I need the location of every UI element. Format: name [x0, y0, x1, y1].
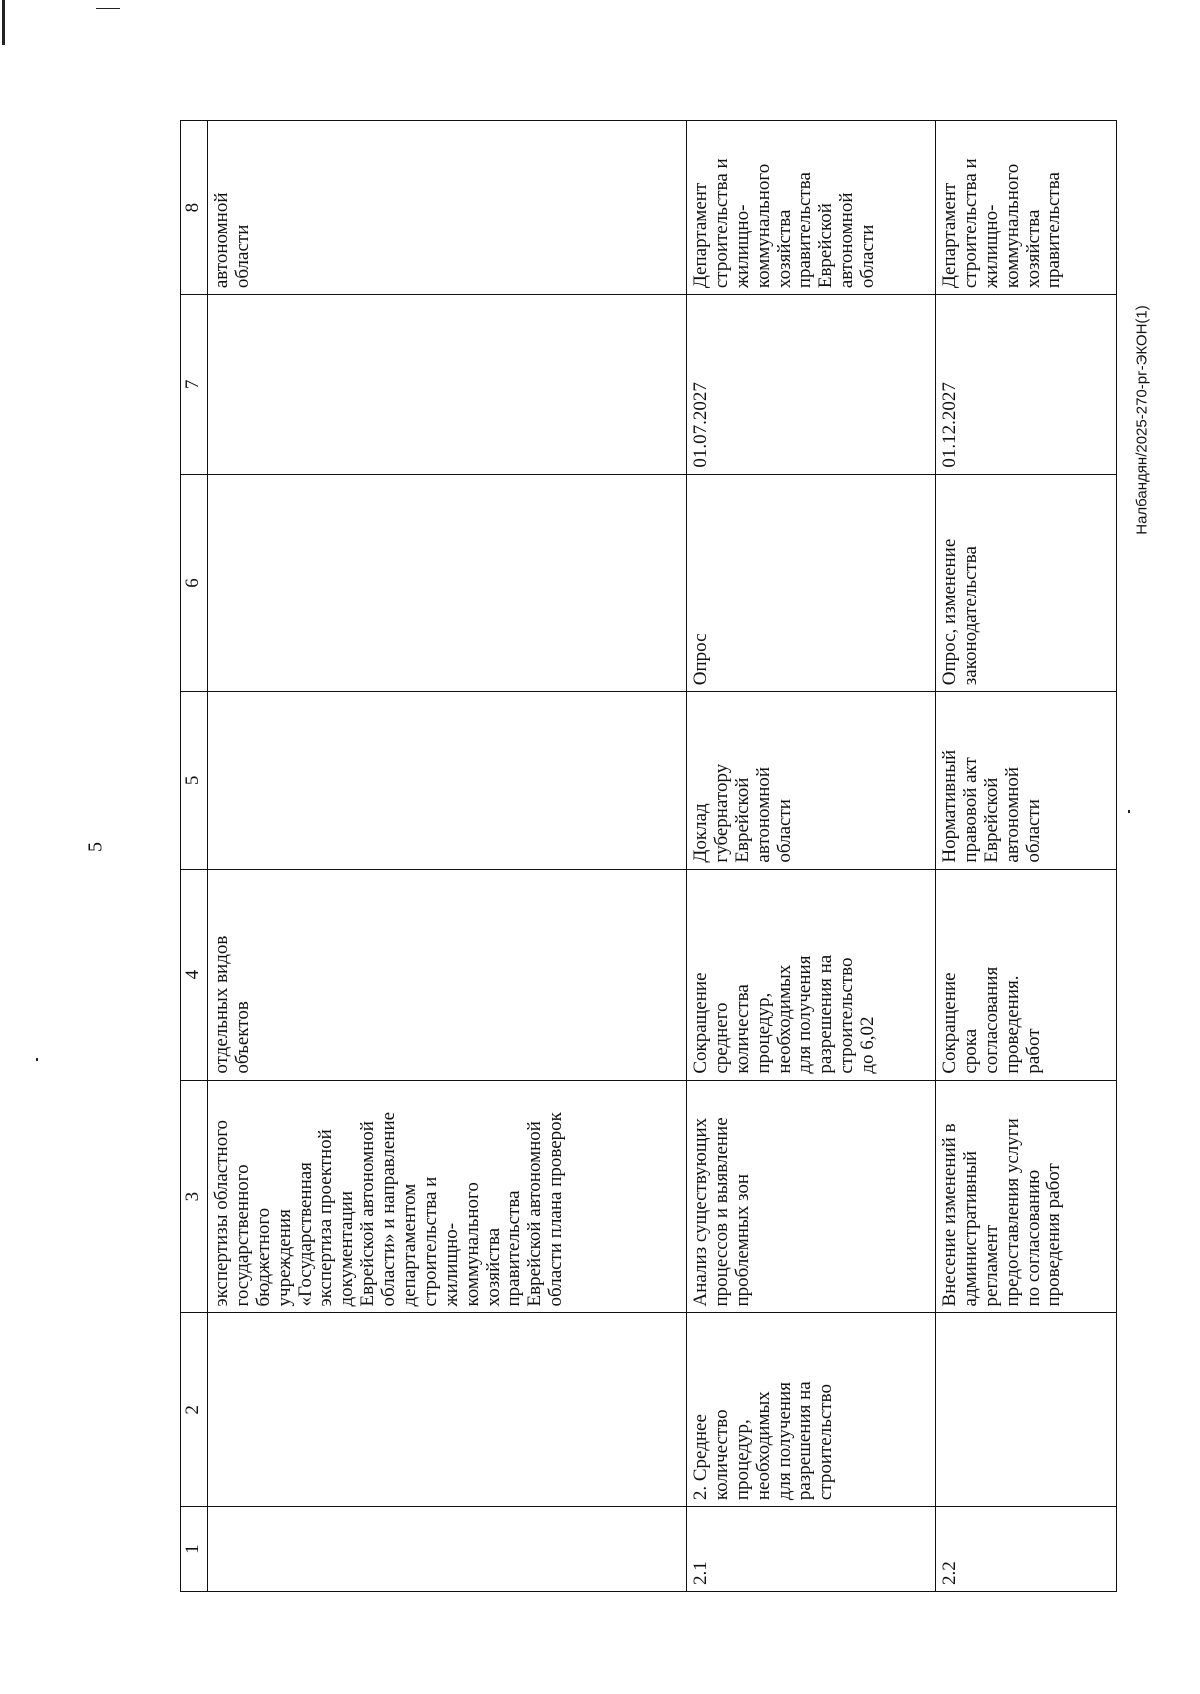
- table-cell: отдельных видов объектов: [208, 869, 687, 1080]
- page-number: 5: [84, 842, 107, 852]
- table-cell: [208, 1507, 687, 1592]
- scan-artifact: [2, 0, 5, 45]
- rotated-table-container: [180, 120, 1100, 1592]
- result-cell: Сокращение среднего количества процедур, необходимых для получения разрешения на строительство до 6,02: [687, 869, 936, 1080]
- document-footer-code: Налбандян/2025-270-рг-ЭКОН(1): [1133, 305, 1151, 535]
- indicator-cell: 2. Среднее количество процедур, необходимых для получения разрешения на строительство: [687, 1313, 936, 1507]
- scan-artifact: [36, 1058, 38, 1061]
- table-cell: [208, 692, 687, 869]
- column-header: 3: [181, 1080, 208, 1313]
- responsible-cell: Департамент строительства и жилищно- коммунального хозяйства правительства Еврейской автономной области: [687, 121, 936, 295]
- result-cell: Сокращение срока согласования проведения. работ: [936, 869, 1117, 1080]
- table-cell: [208, 474, 687, 692]
- column-header: 6: [181, 474, 208, 692]
- measure-cell: Анализ существующих процессов и выявление проблемных зон: [687, 1080, 936, 1313]
- row-number-cell: 2.1: [687, 1507, 936, 1592]
- table-row: [687, 121, 936, 1592]
- table-row: [208, 121, 687, 1592]
- document-type-cell: Нормативный правовой акт Еврейской автономной области: [936, 692, 1117, 869]
- scan-artifact: [1128, 810, 1130, 813]
- row-number-cell: 2.2: [936, 1507, 1117, 1592]
- table-cell: автономной области: [208, 121, 687, 295]
- measures-table: [180, 120, 1117, 1592]
- deadline-cell: 01.12.2027: [936, 295, 1117, 475]
- method-cell: Опрос: [687, 474, 936, 692]
- column-header: 8: [181, 121, 208, 295]
- table-row: [936, 121, 1117, 1592]
- column-header: 7: [181, 295, 208, 475]
- column-header: 1: [181, 1507, 208, 1592]
- column-header: 4: [181, 869, 208, 1080]
- scan-artifact: [96, 8, 120, 9]
- column-header: 2: [181, 1313, 208, 1507]
- document-type-cell: Доклад губернатору Еврейской автономной области: [687, 692, 936, 869]
- deadline-cell: 01.07.2027: [687, 295, 936, 475]
- table-cell: [208, 1313, 687, 1507]
- indicator-cell: [936, 1313, 1117, 1507]
- column-header: 5: [181, 692, 208, 869]
- table-header-row: [181, 121, 208, 1592]
- table-cell: экспертизы областного государственного бюджетного учреждения «Государственная экспертиза проектной документации Еврейской автономной области» и направление департаментом строительства и жилищно- коммунального хозяйства правительства Еврейской автономной области плана проверок: [208, 1080, 687, 1313]
- table-cell: [208, 295, 687, 475]
- responsible-cell: Департамент строительства и жилищно- коммунального хозяйства правительства: [936, 121, 1117, 295]
- measure-cell: Внесение изменений в административный регламент предоставления услуги по согласованию проведения работ: [936, 1080, 1117, 1313]
- method-cell: Опрос, изменение законодательства: [936, 474, 1117, 692]
